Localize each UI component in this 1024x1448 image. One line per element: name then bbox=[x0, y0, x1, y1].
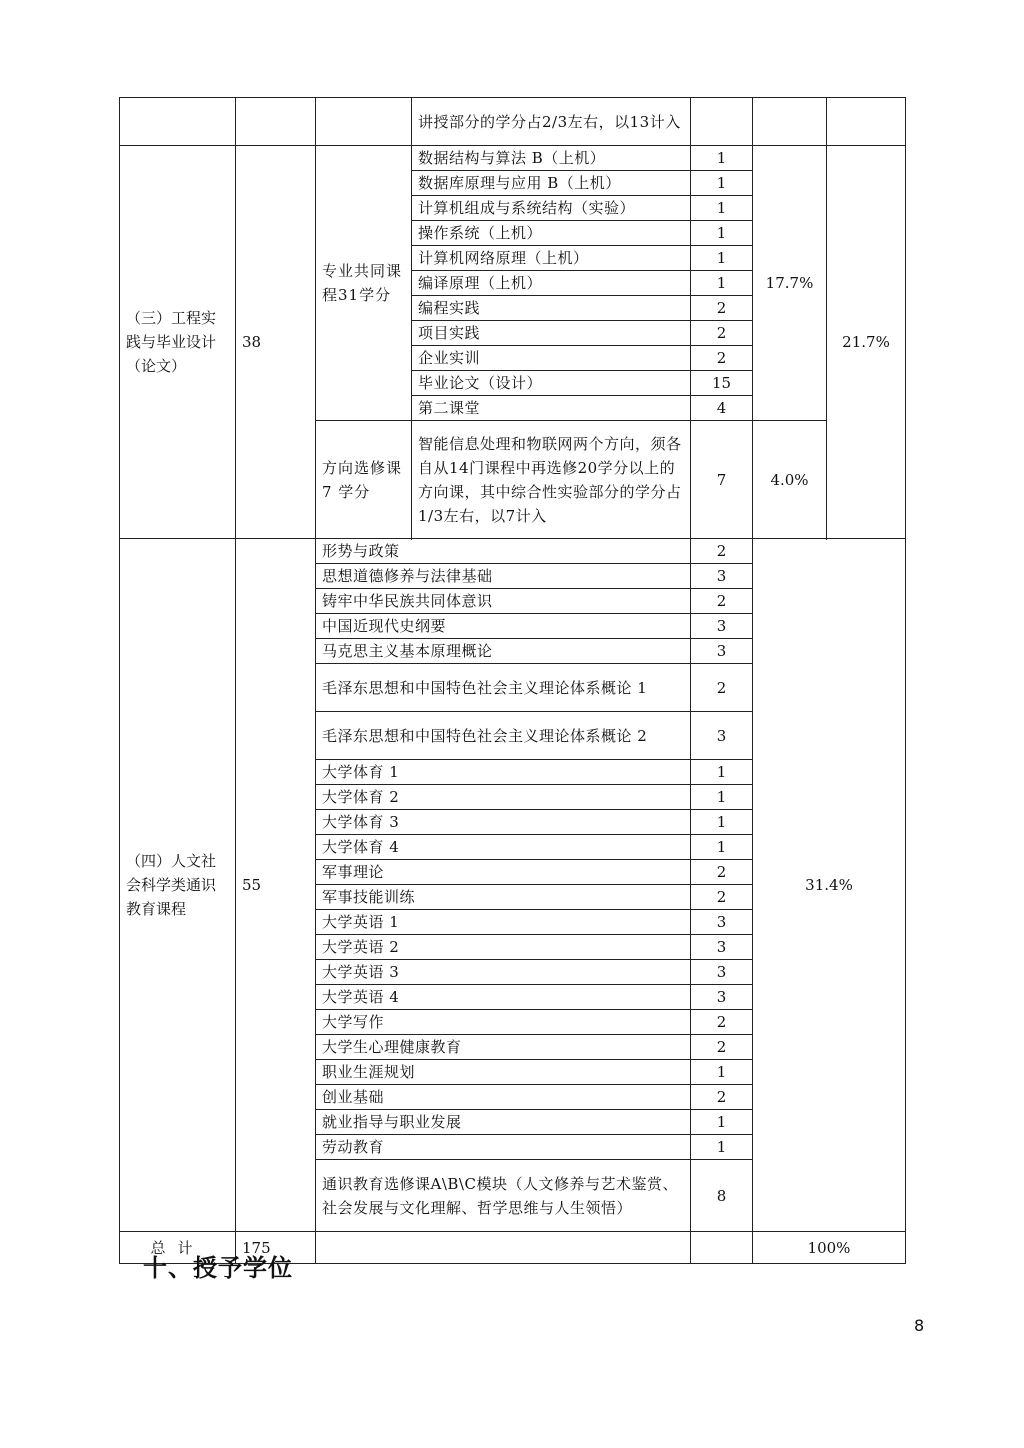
course-name: 项目实践 bbox=[412, 321, 691, 346]
course-name: 大学英语 1 bbox=[316, 910, 691, 935]
cell-empty bbox=[120, 98, 236, 146]
category-percentage: 31.4% bbox=[753, 539, 906, 1232]
course-credit: 2 bbox=[691, 539, 753, 564]
course-name: 计算机网络原理（上机） bbox=[412, 246, 691, 271]
course-credit: 1 bbox=[691, 196, 753, 221]
course-name: 就业指导与职业发展 bbox=[316, 1110, 691, 1135]
course-credit: 1 bbox=[691, 1110, 753, 1135]
course-credit: 7 bbox=[691, 421, 753, 539]
section-heading-degree: 十、授予学位 bbox=[143, 1254, 293, 1282]
continuation-row bbox=[120, 98, 906, 146]
course-name: 编程实践 bbox=[412, 296, 691, 321]
page-number: 8 bbox=[914, 1316, 925, 1335]
course-name: 编译原理（上机） bbox=[412, 271, 691, 296]
category-percentage: 21.7% bbox=[827, 146, 906, 539]
course-credit: 1 bbox=[691, 785, 753, 810]
course-credit: 3 bbox=[691, 639, 753, 664]
course-name: 军事理论 bbox=[316, 860, 691, 885]
credit-distribution-table bbox=[119, 97, 906, 1264]
course-credit: 2 bbox=[691, 346, 753, 371]
course-name: 毛泽东思想和中国特色社会主义理论体系概论 1 bbox=[316, 664, 691, 712]
table-row bbox=[120, 539, 906, 564]
course-credit: 1 bbox=[691, 146, 753, 171]
course-credit: 1 bbox=[691, 271, 753, 296]
course-name: 马克思主义基本原理概论 bbox=[316, 639, 691, 664]
course-credit: 2 bbox=[691, 664, 753, 712]
category-credits: 55 bbox=[236, 539, 316, 1232]
group-percentage: 4.0% bbox=[753, 421, 827, 539]
course-credit: 1 bbox=[691, 221, 753, 246]
cell-empty bbox=[691, 1232, 753, 1264]
direction-electives-description: 智能信息处理和物联网两个方向，须各自从14门课程中再选修20学分以上的方向课，其中综合性实验部分的学分占1/3左右，以7计入 bbox=[412, 421, 691, 539]
course-credit: 3 bbox=[691, 935, 753, 960]
course-credit: 2 bbox=[691, 860, 753, 885]
course-credit: 2 bbox=[691, 1035, 753, 1060]
category-humanities: （四）人文社会科学类通识教育课程 bbox=[120, 539, 236, 1232]
course-credit: 3 bbox=[691, 614, 753, 639]
group-professional-common: 专业共同课程31学分 bbox=[316, 146, 412, 421]
course-credit: 2 bbox=[691, 321, 753, 346]
course-name: 操作系统（上机） bbox=[412, 221, 691, 246]
course-name: 思想道德修养与法律基础 bbox=[316, 564, 691, 589]
course-credit: 1 bbox=[691, 810, 753, 835]
course-name: 大学体育 1 bbox=[316, 760, 691, 785]
course-credit: 1 bbox=[691, 1135, 753, 1160]
category-engineering-practice: （三）工程实践与毕业设计（论文） bbox=[120, 146, 236, 539]
course-credit: 8 bbox=[691, 1160, 753, 1232]
cell-empty bbox=[316, 1232, 691, 1264]
course-name: 创业基础 bbox=[316, 1085, 691, 1110]
course-name: 毕业论文（设计） bbox=[412, 371, 691, 396]
course-name: 第二课堂 bbox=[412, 396, 691, 421]
cell-empty bbox=[691, 98, 753, 146]
course-credit: 1 bbox=[691, 246, 753, 271]
course-credit: 2 bbox=[691, 296, 753, 321]
cell-empty bbox=[236, 98, 316, 146]
total-percentage: 100% bbox=[753, 1232, 906, 1264]
course-credit: 2 bbox=[691, 885, 753, 910]
course-name: 数据结构与算法 B（上机） bbox=[412, 146, 691, 171]
course-credit: 2 bbox=[691, 589, 753, 614]
course-credit: 1 bbox=[691, 171, 753, 196]
course-credit: 4 bbox=[691, 396, 753, 421]
category-credits: 38 bbox=[236, 146, 316, 539]
course-name: 大学写作 bbox=[316, 1010, 691, 1035]
course-name: 大学体育 2 bbox=[316, 785, 691, 810]
cell-empty bbox=[827, 98, 906, 146]
group-percentage: 17.7% bbox=[753, 146, 827, 421]
course-name: 形势与政策 bbox=[316, 539, 691, 564]
course-name: 劳动教育 bbox=[316, 1135, 691, 1160]
course-name: 军事技能训练 bbox=[316, 885, 691, 910]
course-credit: 1 bbox=[691, 835, 753, 860]
course-name: 大学体育 4 bbox=[316, 835, 691, 860]
course-name: 大学生心理健康教育 bbox=[316, 1035, 691, 1060]
course-credit: 3 bbox=[691, 985, 753, 1010]
course-credit: 15 bbox=[691, 371, 753, 396]
course-name: 数据库原理与应用 B（上机） bbox=[412, 171, 691, 196]
course-credit: 2 bbox=[691, 1085, 753, 1110]
course-credit: 3 bbox=[691, 960, 753, 985]
table-row bbox=[120, 146, 906, 171]
course-credit: 2 bbox=[691, 1010, 753, 1035]
course-name: 职业生涯规划 bbox=[316, 1060, 691, 1085]
total-credits: 175 bbox=[236, 1232, 316, 1264]
course-credit: 1 bbox=[691, 1060, 753, 1085]
cell-empty bbox=[316, 98, 412, 146]
course-name: 铸牢中华民族共同体意识 bbox=[316, 589, 691, 614]
course-credit: 3 bbox=[691, 910, 753, 935]
course-name: 大学英语 4 bbox=[316, 985, 691, 1010]
course-name: 通识教育选修课A\B\C模块（人文修养与艺术鉴赏、社会发展与文化理解、哲学思维与人生领悟） bbox=[316, 1160, 691, 1232]
course-name: 中国近现代史纲要 bbox=[316, 614, 691, 639]
total-label: 总计 bbox=[120, 1232, 236, 1264]
cell-empty bbox=[753, 98, 827, 146]
course-name: 大学英语 3 bbox=[316, 960, 691, 985]
course-credit: 3 bbox=[691, 564, 753, 589]
course-credit: 3 bbox=[691, 712, 753, 760]
course-name: 计算机组成与系统结构（实验） bbox=[412, 196, 691, 221]
course-name: 大学英语 2 bbox=[316, 935, 691, 960]
course-name: 毛泽东思想和中国特色社会主义理论体系概论 2 bbox=[316, 712, 691, 760]
course-credit: 1 bbox=[691, 760, 753, 785]
course-name: 大学体育 3 bbox=[316, 810, 691, 835]
group-direction-electives: 方向选修课 7 学分 bbox=[316, 421, 412, 539]
course-name: 企业实训 bbox=[412, 346, 691, 371]
continuation-note: 讲授部分的学分占2/3左右，以13计入 bbox=[412, 98, 691, 146]
